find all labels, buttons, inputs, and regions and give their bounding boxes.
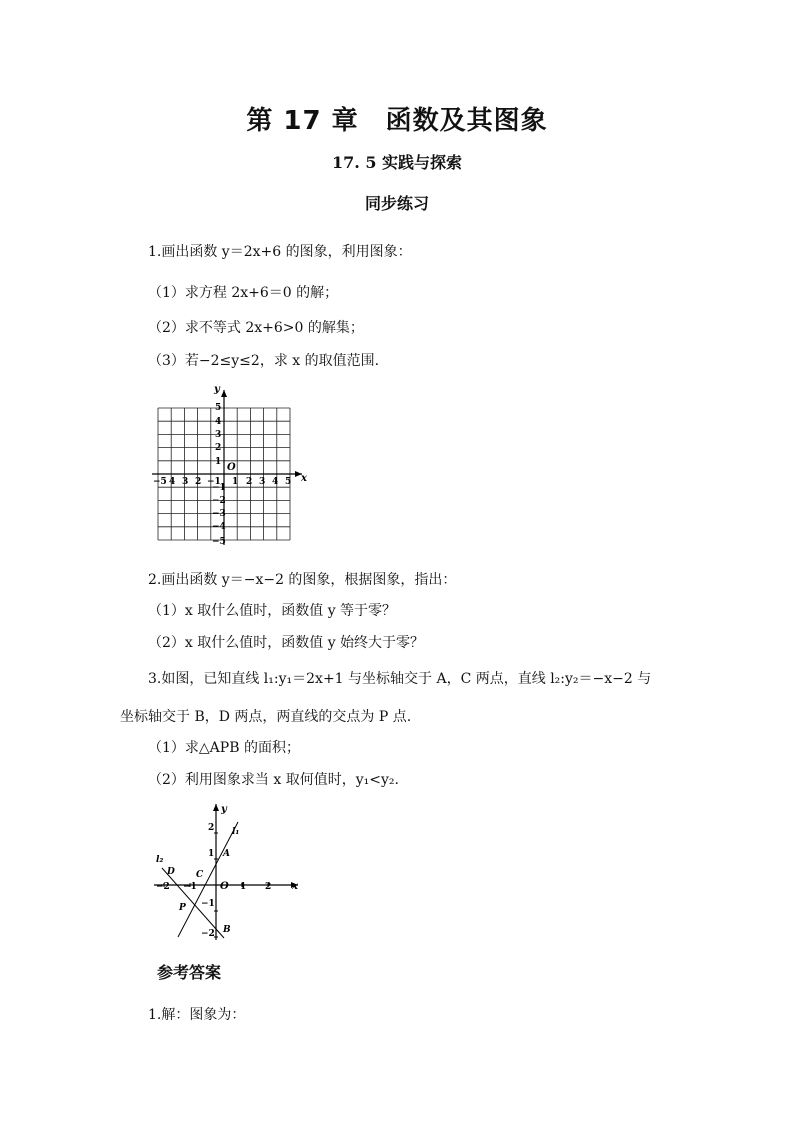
x-tick-label: −1 xyxy=(183,882,197,892)
y-tick-label: 3 xyxy=(215,430,222,440)
x-tick-label: −1 xyxy=(207,477,221,487)
line-figure xyxy=(148,800,308,945)
q2-part-1: （1）x 取什么值时，函数值 y 等于零？ xyxy=(148,603,397,619)
x-tick-label: −5 xyxy=(153,477,167,487)
y-axis-arrow xyxy=(221,390,227,397)
section-subtitle: 17. 5 实践与探索 xyxy=(331,153,463,172)
x-tick-labels xyxy=(156,882,271,892)
y-tick-label: −1 xyxy=(212,483,226,493)
y-axis-arrow xyxy=(213,804,219,811)
q3-stem-line-2: 坐标轴交于 B，D 两点，两直线的交点为 P 点. xyxy=(120,709,412,725)
x-tick-label: 3 xyxy=(259,477,266,487)
x-tick-label: 1 xyxy=(232,477,239,487)
answers-heading: 参考答案 xyxy=(157,963,222,982)
x-tick-label: 2 xyxy=(246,477,253,487)
x-tick-label: 4 xyxy=(169,477,176,487)
y-tick-label: −1 xyxy=(201,899,215,909)
x-axis-label: x xyxy=(292,881,298,892)
y-tick-label: 2 xyxy=(208,823,215,833)
q1-stem: 1.画出函数 y＝2x+6 的图象，利用图象： xyxy=(148,244,412,260)
y-axis-label: y xyxy=(221,804,227,815)
grid-figure xyxy=(140,380,320,550)
point-label-p: P xyxy=(179,903,186,913)
y-tick-label: 1 xyxy=(208,849,215,859)
point-label-c: C xyxy=(196,870,204,880)
y-axis-label: y xyxy=(214,384,220,395)
x-tick-label: 5 xyxy=(285,477,292,487)
q1-part-1: （1）求方程 2x+6＝0 的解； xyxy=(148,285,339,301)
x-tick-label: 2 xyxy=(195,477,202,487)
y-tick-labels xyxy=(201,823,215,939)
y-tick-label: −2 xyxy=(212,496,226,506)
y-tick-label: 2 xyxy=(215,443,222,453)
q1-part-2: （2）求不等式 2x+6>0 的解集； xyxy=(148,320,364,336)
y-tick-label: −3 xyxy=(212,509,226,519)
line-l2-label: l₂ xyxy=(156,855,164,865)
x-tick-label: 2 xyxy=(265,882,272,892)
y-tick-label: 4 xyxy=(215,417,222,427)
q3-part-2: （2）利用图象求当 x 取何值时，y₁<y₂. xyxy=(148,772,399,788)
y-tick-label: −4 xyxy=(212,522,226,532)
chapter-title: 第 17 章 函数及其图象 xyxy=(246,106,548,136)
point-label-d: D xyxy=(167,867,175,877)
x-tick-label: 4 xyxy=(272,477,279,487)
y-tick-label: 1 xyxy=(215,457,222,467)
q3-stem-line-1: 3.如图，已知直线 l₁:y₁＝2x+1 与坐标轴交于 A，C 两点，直线 l₂:y₂＝−x−2 与 xyxy=(148,671,652,687)
point-label-b: B xyxy=(223,925,231,935)
line-l1-label: l₁ xyxy=(232,827,240,837)
q1-part-3: （3）若−2≤y≤2，求 x 的取值范围. xyxy=(148,353,380,369)
point-label-a: A xyxy=(223,849,230,859)
q3-part-1: （1）求△APB 的面积； xyxy=(148,740,300,756)
x-axis-label: x xyxy=(301,473,307,484)
y-tick-label: −5 xyxy=(212,537,226,547)
q2-stem: 2.画出函数 y＝−x−2 的图象，根据图象，指出： xyxy=(148,572,457,588)
x-tick-label: −2 xyxy=(156,882,170,892)
exercise-heading: 同步练习 xyxy=(364,194,429,213)
point-labels xyxy=(166,849,231,935)
y-tick-label: 5 xyxy=(215,403,222,413)
q2-part-2: （2）x 取什么值时，函数值 y 始终大于零？ xyxy=(148,635,425,651)
x-tick-label: 3 xyxy=(182,477,189,487)
y-tick-label: −2 xyxy=(201,929,215,939)
origin-label: O xyxy=(227,462,236,473)
answer-1: 1.解：图象为： xyxy=(148,1007,246,1023)
origin-label: O xyxy=(220,881,229,892)
x-tick-label: 1 xyxy=(240,882,247,892)
